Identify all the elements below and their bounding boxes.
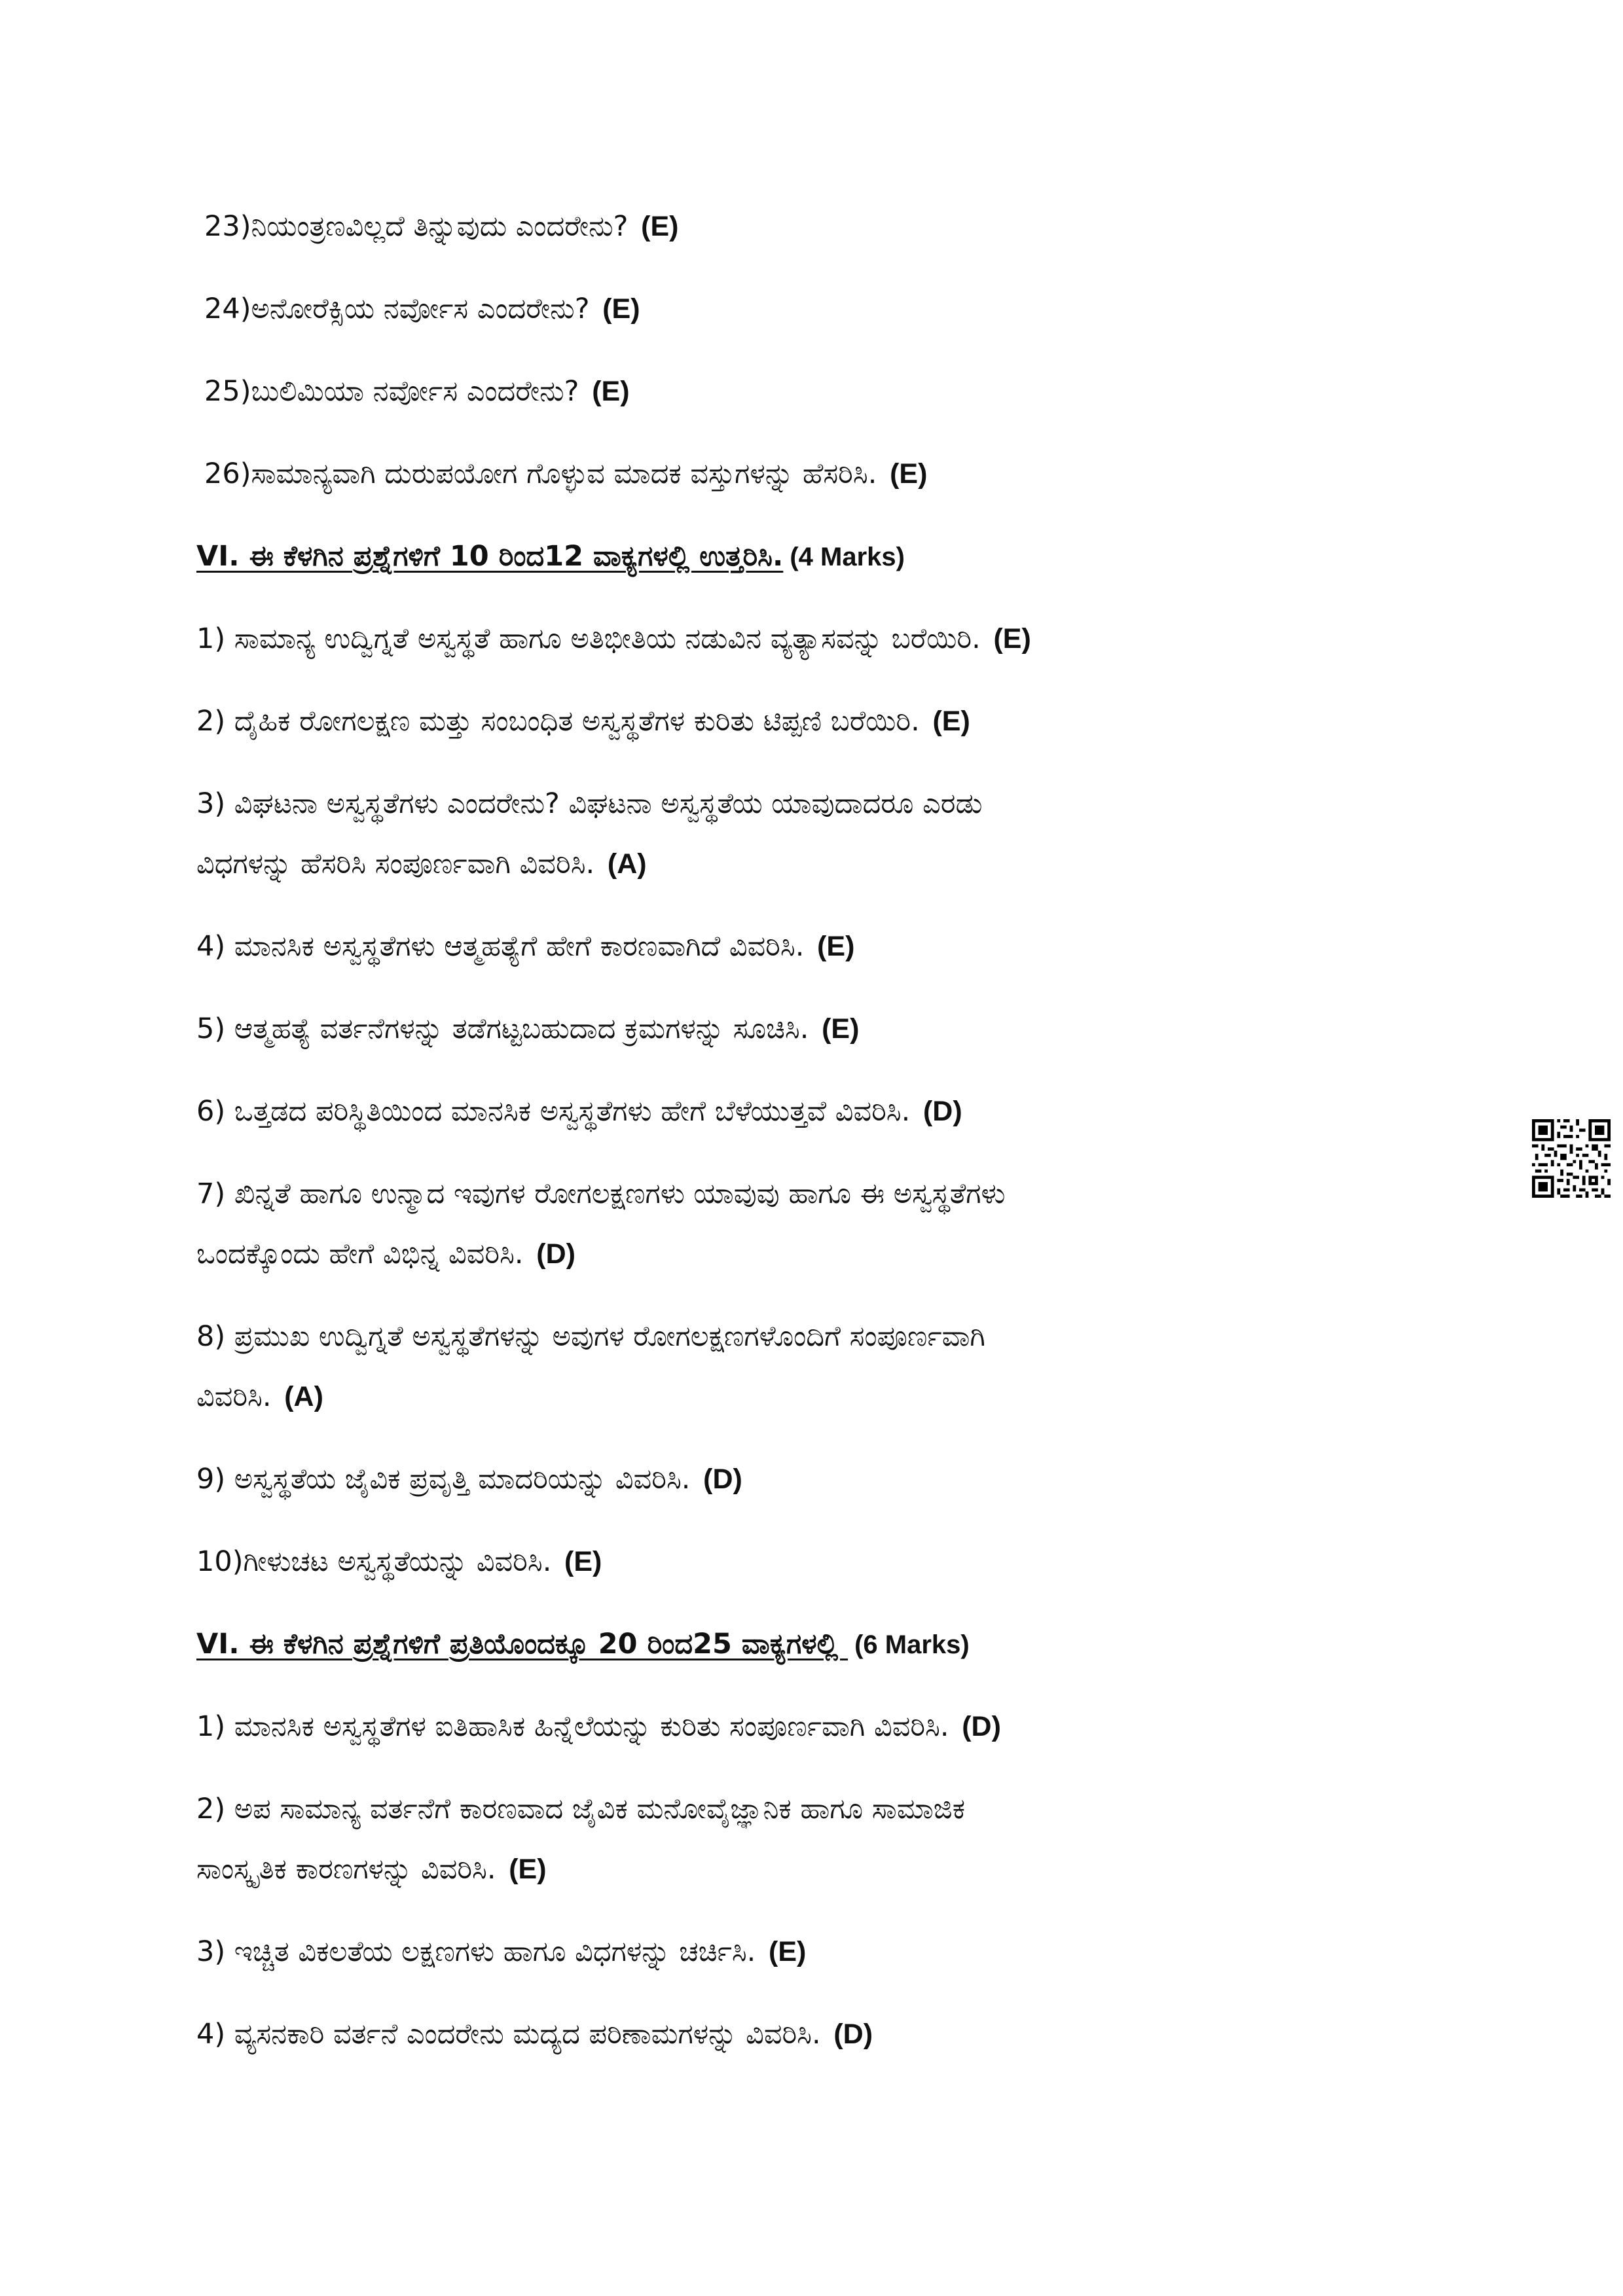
question-text: 4) ಮಾನಸಿಕ ಅಸ್ವಸ್ಥತೆಗಳು ಆತ್ಮಹತ್ಯೆಗೆ ಹೇಗೆ ಕಾರಣವಾಗಿದೆ ವಿವರಿಸಿ. bbox=[196, 930, 805, 963]
question-item bbox=[196, 279, 1440, 339]
section-heading-4-marks bbox=[196, 526, 1440, 586]
question-text: 4) ವ್ಯಸನಕಾರಿ ವರ್ತನೆ ಎಂದರೇನು ಮದ್ಯದ ಪರಿಣಾಮಗಳನ್ನು ವಿವರಿಸಿ. bbox=[196, 2018, 821, 2051]
difficulty-tag: (D) bbox=[922, 1096, 962, 1127]
difficulty-tag: (E) bbox=[641, 211, 679, 242]
question-text: ಸಾಂಸ್ಕೃತಿಕ ಕಾರಣಗಳನ್ನು ವಿವರಿಸಿ. bbox=[196, 1853, 496, 1886]
difficulty-tag: (E) bbox=[993, 623, 1031, 655]
question-item bbox=[196, 1081, 1440, 1141]
question-text: ವಿವರಿಸಿ. bbox=[196, 1380, 272, 1413]
difficulty-tag: (E) bbox=[769, 1936, 807, 1967]
section-title: VI. ಈ ಕೆಳಗಿನ ಪ್ರಶ್ನೆಗಳಿಗೆ 10 ರಿಂದ12 ವಾಕ್ಯಗಳಲ್ಲಿ ಉತ್ತರಿಸಿ. bbox=[196, 540, 784, 573]
question-text: 2) ದೈಹಿಕ ರೋಗಲಕ್ಷಣ ಮತ್ತು ಸಂಬಂಧಿತ ಅಸ್ವಸ್ಥತೆಗಳ ಕುರಿತು ಟಿಪ್ಪಣಿ ಬರೆಯಿರಿ. bbox=[196, 705, 920, 738]
question-item bbox=[196, 1922, 1440, 1982]
question-item bbox=[196, 1779, 1440, 1839]
question-text: 25)ಬುಲಿಮಿಯಾ ನರ್ವೋಸ ಎಂದರೇನು? bbox=[204, 375, 579, 408]
question-text: ಒಂದಕ್ಕೊಂದು ಹೇಗೆ ವಿಭಿನ್ನ ವಿವರಿಸಿ. bbox=[196, 1238, 524, 1270]
question-item bbox=[196, 916, 1440, 977]
question-item-continued bbox=[196, 1367, 1440, 1427]
difficulty-tag: (E) bbox=[592, 376, 630, 407]
difficulty-tag: (E) bbox=[602, 293, 640, 325]
question-text: 26)ಸಾಮಾನ್ಯವಾಗಿ ದುರುಪಯೋಗ ಗೊಳ್ಳುವ ಮಾದಕ ವಸ್ತುಗಳನ್ನು ಹೆಸರಿಸಿ. bbox=[204, 457, 877, 490]
section-title: VI. ಈ ಕೆಳಗಿನ ಪ್ರಶ್ನೆಗಳಿಗೆ ಪ್ರತಿಯೊಂದಕ್ಕೂ 20 ರಿಂದ25 ವಾಕ್ಯಗಳಲ್ಲಿ bbox=[196, 1628, 848, 1660]
question-paper-page bbox=[196, 196, 1440, 2064]
difficulty-tag: (E) bbox=[817, 931, 855, 962]
question-item bbox=[196, 361, 1440, 422]
question-item bbox=[196, 691, 1440, 751]
question-item-continued bbox=[196, 1839, 1440, 1899]
question-item bbox=[196, 609, 1440, 669]
section-6-marks-questions bbox=[196, 1696, 1440, 2064]
difficulty-tag: (E) bbox=[932, 706, 970, 737]
question-item-continued bbox=[196, 1224, 1440, 1284]
difficulty-tag: (D) bbox=[833, 2018, 873, 2050]
question-text: ವಿಧಗಳನ್ನು ಹೆಸರಿಸಿ ಸಂಪೂರ್ಣವಾಗಿ ವಿವರಿಸಿ. bbox=[196, 848, 595, 880]
qr-code-icon bbox=[1532, 1119, 1611, 1198]
question-text: 6) ಒತ್ತಡದ ಪರಿಸ್ಥಿತಿಯಿಂದ ಮಾನಸಿಕ ಅಸ್ವಸ್ಥತೆಗಳು ಹೇಗೆ ಬೆಳೆಯುತ್ತವೆ ವಿವರಿಸಿ. bbox=[196, 1095, 911, 1128]
difficulty-tag: (E) bbox=[890, 458, 928, 490]
section-marks: (6 Marks) bbox=[854, 1630, 970, 1659]
question-text: 9) ಅಸ್ವಸ್ಥತೆಯ ಜೈವಿಕ ಪ್ರವೃತ್ತಿ ಮಾದರಿಯನ್ನು ವಿವರಿಸಿ. bbox=[196, 1463, 691, 1496]
question-item bbox=[196, 444, 1440, 504]
question-item bbox=[196, 196, 1440, 257]
difficulty-tag: (D) bbox=[536, 1238, 575, 1270]
question-item bbox=[196, 1696, 1440, 1757]
question-item bbox=[196, 1449, 1440, 1509]
difficulty-tag: (A) bbox=[607, 848, 647, 880]
question-text: 2) ಅಪ ಸಾಮಾನ್ಯ ವರ್ತನೆಗೆ ಕಾರಣವಾದ ಜೈವಿಕ ಮನೋವೈಜ್ಞಾನಿಕ ಹಾಗೂ ಸಾಮಾಜಿಕ bbox=[196, 1793, 966, 1825]
question-text: 1) ಸಾಮಾನ್ಯ ಉದ್ವಿಗ್ನತೆ ಅಸ್ವಸ್ಥತೆ ಹಾಗೂ ಅತಿಭೀತಿಯ ನಡುವಿನ ವ್ಯತ್ಯಾಸವನ್ನು ಬರೆಯಿರಿ. bbox=[196, 622, 981, 655]
question-text: 8) ಪ್ರಮುಖ ಉದ್ವಿಗ್ನತೆ ಅಸ್ವಸ್ಥತೆಗಳನ್ನು ಅವುಗಳ ರೋಗಲಕ್ಷಣಗಳೊಂದಿಗೆ ಸಂಪೂರ್ಣವಾಗಿ bbox=[196, 1320, 985, 1353]
difficulty-tag: (D) bbox=[962, 1711, 1001, 1742]
question-text: 3) ಇಚ್ಚಿತ ವಿಕಲತೆಯ ಲಕ್ಷಣಗಳು ಹಾಗೂ ವಿಧಗಳನ್ನು ಚರ್ಚಿಸಿ. bbox=[196, 1935, 756, 1968]
difficulty-tag: (D) bbox=[703, 1463, 742, 1495]
section-4-marks-questions bbox=[196, 609, 1440, 1614]
question-text: 7) ಖಿನ್ನತೆ ಹಾಗೂ ಉನ್ಮಾದ ಇವುಗಳ ರೋಗಲಕ್ಷಣಗಳು ಯಾವುವು ಹಾಗೂ ಈ ಅಸ್ವಸ್ಥತೆಗಳು bbox=[196, 1177, 1006, 1210]
question-item bbox=[196, 1164, 1440, 1224]
question-item-continued bbox=[196, 834, 1440, 894]
difficulty-tag: (E) bbox=[564, 1546, 602, 1577]
question-item bbox=[196, 999, 1440, 1059]
short-questions-list bbox=[196, 196, 1440, 526]
question-text: 23)ನಿಯಂತ್ರಣವಿಲ್ಲದೆ ತಿನ್ನುವುದು ಎಂದರೇನು? bbox=[204, 210, 629, 243]
question-text: 5) ಆತ್ಮಹತ್ಯೆ ವರ್ತನೆಗಳನ್ನು ತಡೆಗಟ್ಟಬಹುದಾದ ಕ್ರಮಗಳನ್ನು ಸೂಚಿಸಿ. bbox=[196, 1013, 809, 1045]
difficulty-tag: (E) bbox=[509, 1854, 547, 1885]
question-text: 3) ವಿಘಟನಾ ಅಸ್ವಸ್ಥತೆಗಳು ಎಂದರೇನು? ವಿಘಟನಾ ಅಸ್ವಸ್ಥತೆಯ ಯಾವುದಾದರೂ ಎರಡು bbox=[196, 787, 983, 820]
question-item bbox=[196, 774, 1440, 834]
question-text: 24)ಅನೋರೆಕ್ಸಿಯ ನರ್ವೋಸ ಎಂದರೇನು? bbox=[204, 293, 590, 325]
question-item bbox=[196, 1532, 1440, 1592]
section-marks: (4 Marks) bbox=[790, 543, 905, 571]
question-item bbox=[196, 1306, 1440, 1367]
difficulty-tag: (A) bbox=[284, 1381, 323, 1412]
question-text: 1) ಮಾನಸಿಕ ಅಸ್ವಸ್ಥತೆಗಳ ಐತಿಹಾಸಿಕ ಹಿನ್ನೆಲೆಯನ್ನು ಕುರಿತು ಸಂಪೂರ್ಣವಾಗಿ ವಿವರಿಸಿ. bbox=[196, 1710, 949, 1743]
difficulty-tag: (E) bbox=[822, 1013, 860, 1045]
question-text: 10)ಗೀಳುಚಟ ಅಸ್ವಸ್ಥತೆಯನ್ನು ವಿವರಿಸಿ. bbox=[196, 1545, 552, 1578]
question-item bbox=[196, 2004, 1440, 2064]
section-heading-6-marks bbox=[196, 1614, 1440, 1674]
